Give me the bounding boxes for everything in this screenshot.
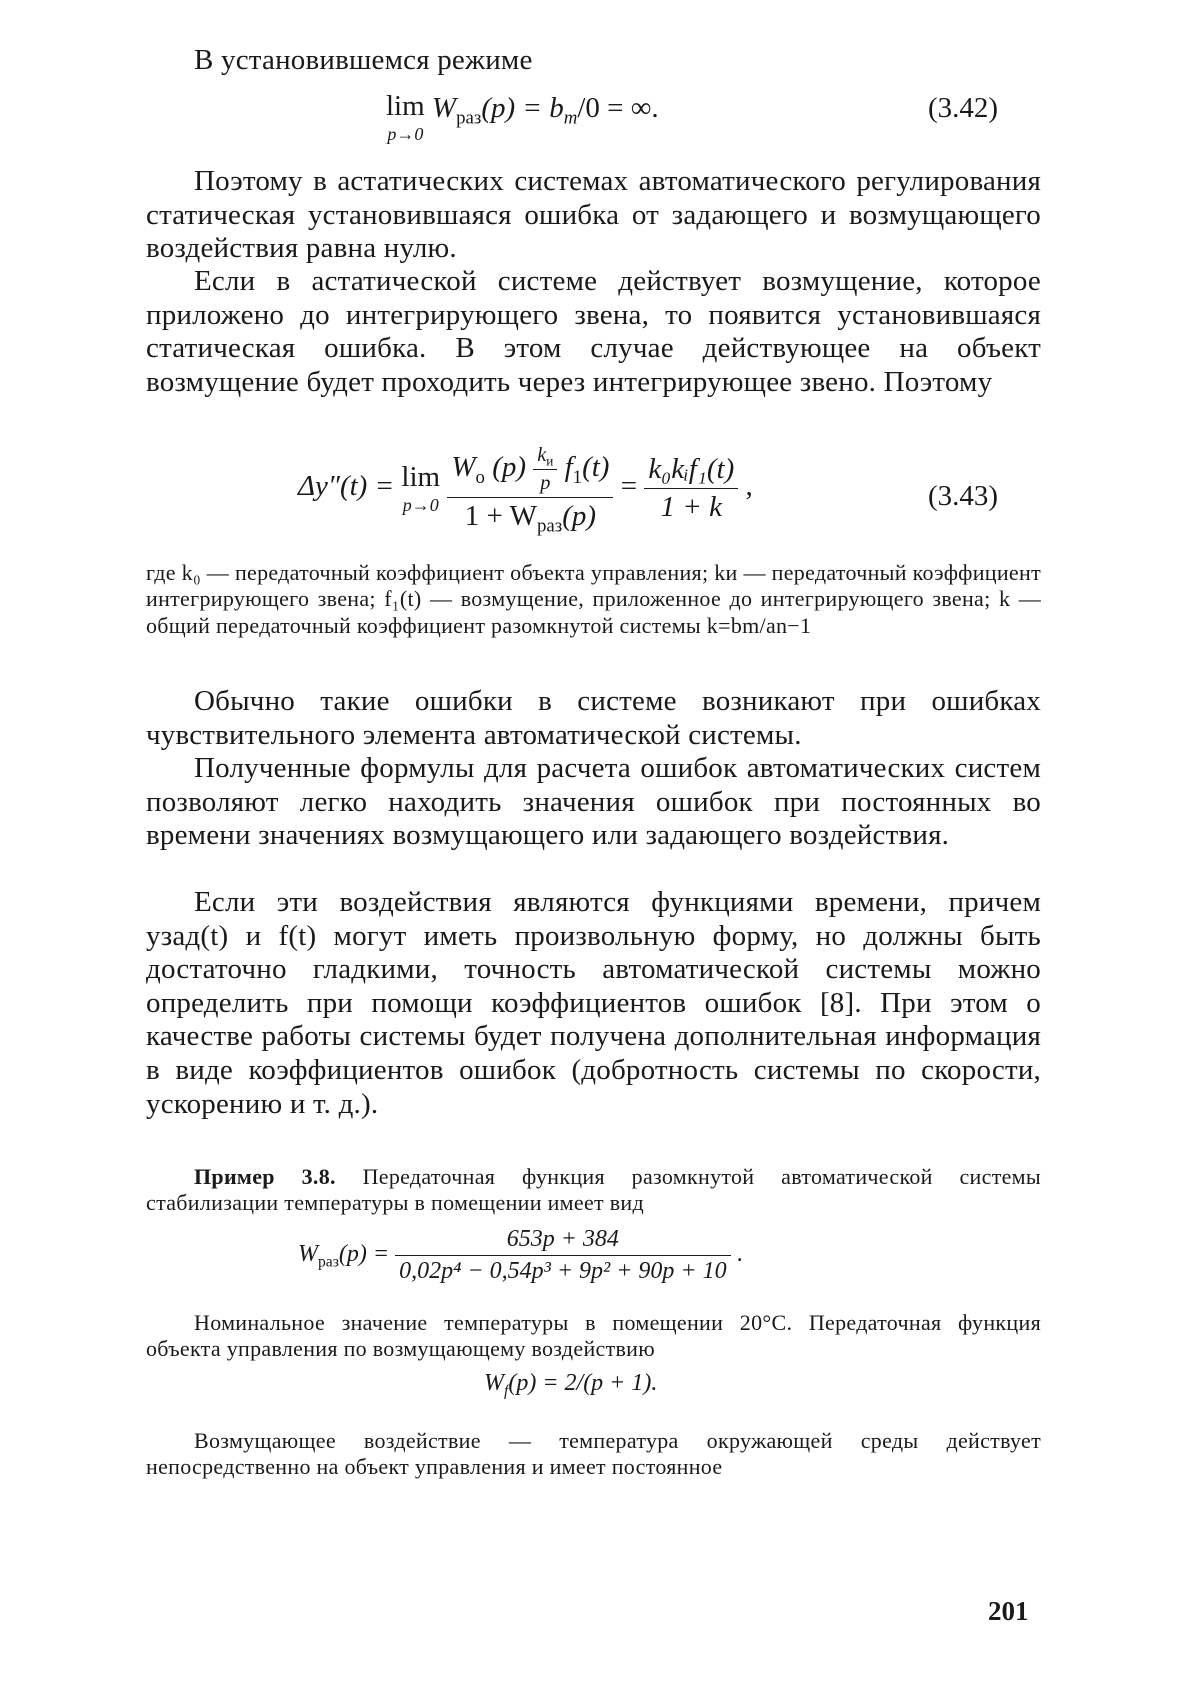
lim-operator: lim p→0 xyxy=(386,90,425,144)
page-number: 201 xyxy=(988,1596,1029,1626)
example-text: Пример 3.8. Передаточная функция разомкнутой автоматической системы стабилизации температуры в помещении имеет вид xyxy=(146,1164,1041,1216)
intro-line: В установившемся режиме xyxy=(194,44,533,76)
note-text: где k₀ — передаточный коэффициент объекта управления; kи — передаточный коэффициент интегрирующего звена; f₁(t) — возмущение, приложенное до интегрирующего звена; k — общий передаточный коэффициент разомкнутой системы k=bm/an−1 xyxy=(146,560,1041,638)
paragraph: Если эти воздействия являются функциями времени, причем yзад(t) и f(t) могут иметь произвольную форму, но должны быть достаточно гладкими, точность автоматической системы можно определить при помощи коэффициентов ошибок [8]. При этом о качестве работы системы будет получена дополнительная информация в виде коэффициентов ошибок (добротность системы по скорости, ускорению и т. д.). xyxy=(146,886,1041,1120)
equation-w-f: $W_f(p) = 2/(p + 1)$. xyxy=(484,1370,658,1400)
equation-number-3-42: (3.42) xyxy=(928,92,999,124)
paragraph: Номинальное значение температуры в помещении 20°С. Передаточная функция объекта управления по возмущающему воздействию xyxy=(146,1310,1041,1362)
fraction-result: $\frac{\text{k₀kᵢf₁(t)}}{1 + k}$ xyxy=(644,453,738,524)
fraction-main: $W_о$ (p) $\frac{k_и}{p}$ $f_1(t)$ $1 + W_{раз}(p)$ xyxy=(447,444,613,533)
equation-w-raz: $W_{раз}(p)$ = $\frac{653p + 384}{\text{0,02p⁴ − 0,54p³ + 9p² + 90p + 10}}$ . xyxy=(298,1226,743,1284)
equation-3-42: lim p→0 $W_{раз}(p) = b_m/0$ = ∞. xyxy=(386,90,659,144)
paragraph: Обычно такие ошибки в системе возникают при ошибках чувствительного элемента автоматической системы. xyxy=(146,685,1041,751)
equation-3-43: Δy″(t) = lim p→0 $W_о$ (p) $\frac{k_и}{p}$ $f_1(t)$ $1 + W_{раз}(p)$ = $\frac{\text{k₀kᵢf₁(t)}}{1 + k}$ , xyxy=(298,444,753,537)
paragraph: Возмущающее воздействие — температура окружающей среды действует непосредственно на объект управления и имеет постоянное xyxy=(146,1428,1041,1480)
lim-operator: lim p→0 xyxy=(401,461,441,515)
paragraph: Если в астатической системе действует возмущение, которое приложено до интегрирующего звена, то появится установившаяся статическая ошибка. В этом случае действующее на объект возмущение будет проходить через интегрирующее звено. Поэтому xyxy=(146,265,1041,398)
paragraph: Поэтому в астатических системах автоматического регулирования статическая установившаяся ошибка от задающего и возмущающего воздействия равна нулю. xyxy=(146,165,1041,265)
equation-number-3-43: (3.43) xyxy=(928,480,999,512)
paragraph: Полученные формулы для расчета ошибок автоматических систем позволяют легко находить значения ошибок при постоянных во времени значениях возмущающего или задающего воздействия. xyxy=(146,752,1041,852)
